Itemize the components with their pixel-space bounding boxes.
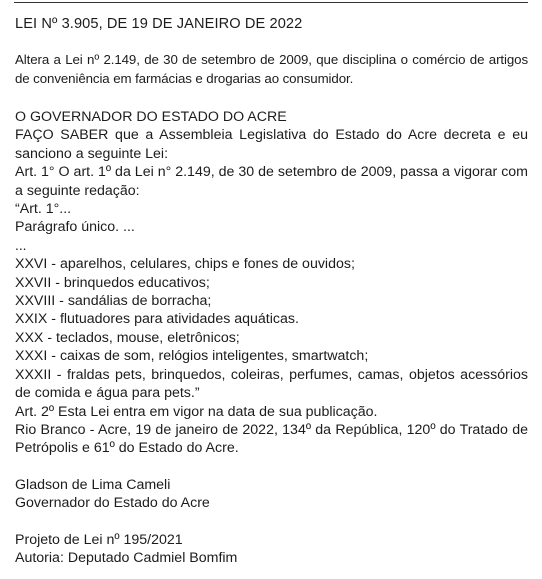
list-item: XXVIII - sandálias de borracha;	[15, 293, 212, 310]
law-body	[15, 108, 528, 567]
top-divider	[14, 2, 528, 3]
list-item: XXVI - aparelhos, celulares, chips e fones de ouvidos;	[15, 256, 355, 273]
article-1: Art. 1° O art. 1º da Lei n° 2.149, de 30 de setembro de 2009, passa a vigorar com a seguinte redação:	[15, 164, 528, 199]
bill-number: Projeto de Lei nº 195/2021	[15, 531, 183, 548]
signatory-role: Governador do Estado do Acre	[15, 495, 210, 512]
law-summary: Altera a Lei nº 2.149, de 30 de setembro de 2009, que disciplina o comércio de artigos de conveniência em farmácias e drogarias ao consumidor.	[15, 52, 528, 86]
list-item: XXXI - caixas de som, relógios inteligentes, smartwatch;	[15, 348, 369, 365]
list-item: XXXII - fraldas pets, brinquedos, coleiras, perfumes, camas, objetos acessórios de comida e água para pets.”	[15, 366, 528, 402]
governor-heading: O GOVERNADOR DO ESTADO DO ACRE	[15, 109, 287, 125]
list-item: XXVII - brinquedos educativos;	[15, 274, 210, 291]
quote-article-start: “Art. 1°...	[15, 201, 72, 218]
list-item: XXX - teclados, mouse, eletrônicos;	[15, 329, 240, 346]
ellipsis-line: ...	[15, 237, 27, 253]
signatory-name: Gladson de Lima Cameli	[15, 476, 171, 493]
law-document	[15, 15, 528, 567]
bill-author: Autoria: Deputado Cadmiel Bomfim	[15, 549, 238, 566]
article-2: Art. 2º Esta Lei entra em vigor na data de sua publicação.	[15, 403, 378, 420]
preamble-text: FAÇO SABER que a Assembleia Legislativa do Estado do Acre decreta e eu sanciono a seguinte Lei:	[15, 127, 528, 162]
list-item: XXIX - flutuadores para atividades aquáticas.	[15, 311, 299, 328]
sole-paragraph: Parágrafo único. ...	[15, 219, 135, 236]
location-date: Rio Branco - Acre, 19 de janeiro de 2022, 134º da República, 120º do Tratado de Petrópolis e 61º do Estado do Acre.	[15, 421, 528, 457]
law-title: LEI Nº 3.905, DE 19 DE JANEIRO DE 2022	[15, 16, 303, 32]
